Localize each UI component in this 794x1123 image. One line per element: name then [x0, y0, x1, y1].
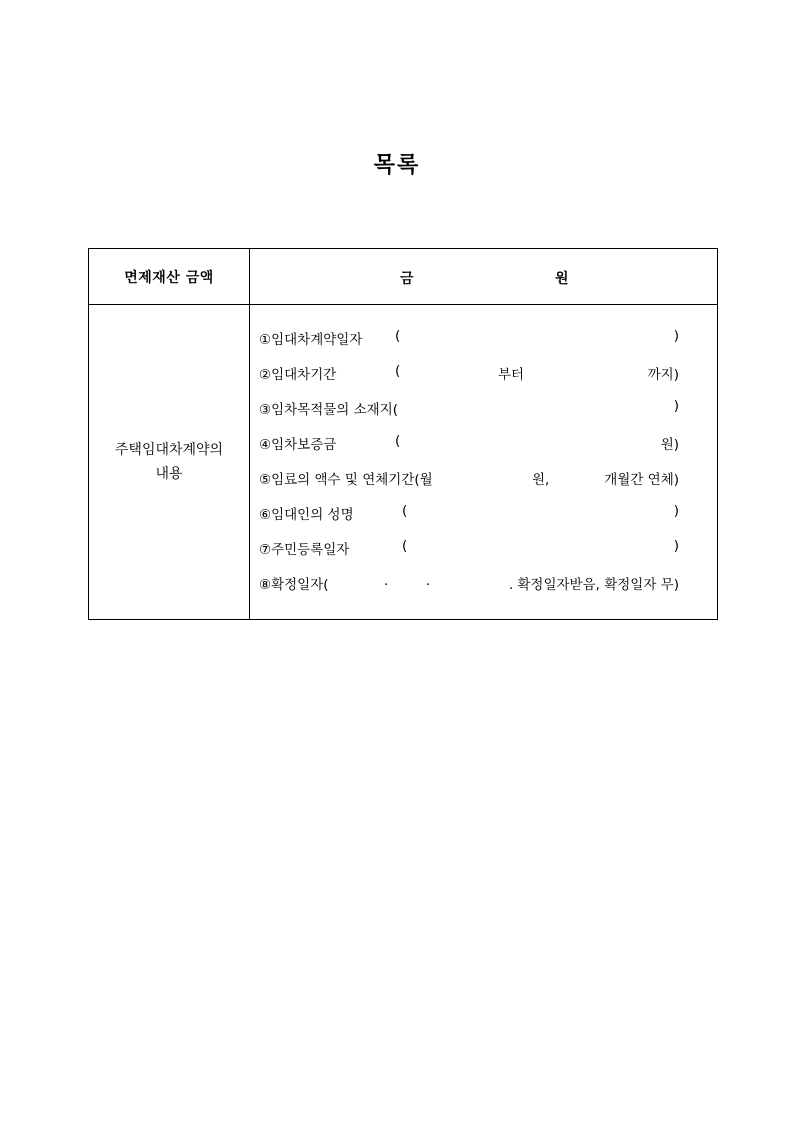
item-label: ③임차목적물의 소재지( — [259, 402, 399, 418]
item-label: ①임대차계약일자 — [259, 332, 363, 348]
item-close-paren: ) — [673, 503, 679, 519]
header-amount-cell — [250, 249, 718, 305]
item-open-paren: ( — [402, 538, 408, 554]
item-lease-period — [259, 363, 679, 383]
item-deposit — [259, 433, 679, 453]
item-rent-arrears — [259, 468, 679, 488]
item-contract-date — [259, 328, 679, 348]
lease-contract-label-line1: 주택임대차계약의 — [114, 442, 224, 458]
table-header-row — [89, 249, 718, 305]
item-won-text: 원, — [532, 472, 550, 488]
item-label: ④임차보증금 — [259, 437, 337, 453]
header-exempt-amount: 면제재산 금액 — [89, 249, 250, 305]
lease-contract-label-line2: 내용 — [155, 466, 183, 482]
item-fixed-date — [259, 573, 679, 593]
lease-details-cell — [250, 305, 718, 620]
item-label: ②임대차기간 — [259, 367, 337, 383]
item-open-paren: ( — [402, 503, 408, 519]
header-won-label: 원 — [555, 271, 569, 287]
page-title: 목록 — [373, 153, 421, 178]
item-months-arrears: 개월간 연체) — [604, 472, 679, 488]
item-close-paren: ) — [673, 328, 679, 344]
inventory-table — [88, 248, 718, 620]
item-label: ⑥임대인의 성명 — [259, 507, 354, 523]
item-resident-registration-date — [259, 538, 679, 558]
item-won-close: 원) — [660, 437, 679, 453]
item-until-text: 까지) — [647, 367, 679, 383]
item-close-paren: ) — [673, 538, 679, 554]
item-date-dot: . — [384, 573, 389, 589]
item-open-paren: ( — [395, 363, 401, 379]
item-date-dot: . — [426, 573, 431, 589]
item-close-paren: ) — [673, 398, 679, 414]
table-body-row — [89, 305, 718, 620]
item-from-text: 부터 — [498, 367, 525, 383]
lease-contract-label-cell — [89, 305, 250, 620]
item-fixed-date-status: . 확정일자받음, 확정일자 무) — [508, 577, 679, 593]
item-label: ⑧확정일자( — [259, 577, 329, 593]
item-property-location — [259, 398, 679, 418]
item-lessor-name — [259, 503, 679, 523]
item-label: ⑤임료의 액수 및 연체기간(월 — [259, 472, 433, 488]
item-open-paren: ( — [395, 328, 401, 344]
header-amount-label: 금 — [400, 271, 414, 287]
item-open-paren: ( — [395, 433, 401, 449]
item-label: ⑦주민등록일자 — [259, 542, 350, 558]
